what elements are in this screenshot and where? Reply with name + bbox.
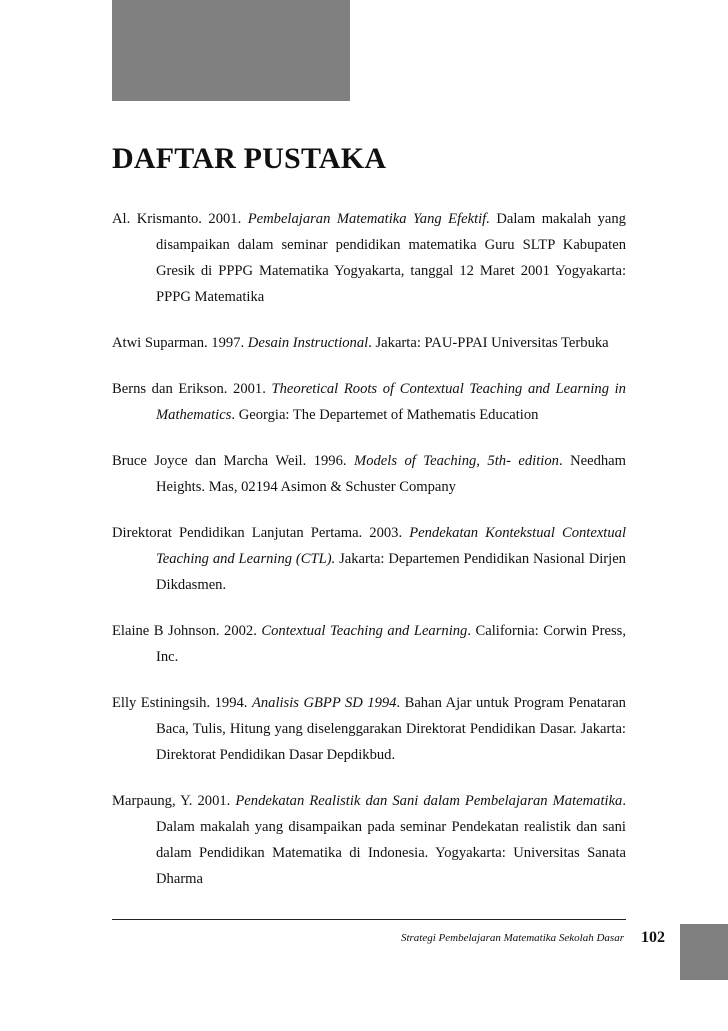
reference-work-title: Pendekatan Realistik dan Sani dalam Pembelajaran Matematika [235, 793, 623, 809]
reference-work-title: Contextual Teaching and Learning [261, 623, 468, 639]
reference-item [112, 448, 626, 500]
reference-item [112, 206, 626, 310]
reference-work-title: Analisis GBPP SD 1994 [251, 695, 397, 711]
reference-details: Dalam makalah yang disampaikan dalam seminar pendidikan matematika Guru SLTP Kabupaten Gresik di PPPG Matematika Yogyakarta, tanggal 12 Maret 2001 Yogyakarta: PPPG Matematika [156, 211, 626, 305]
reference-work-title: Theoretical Roots of Contextual Teaching and Learning in Mathematics [156, 381, 626, 423]
reference-author-year: Elaine B Johnson. 2002. [112, 623, 262, 639]
reference-author-year: Bruce Joyce dan Marcha Weil. 1996. [112, 453, 355, 469]
footer-running-title: Strategi Pembelajaran Matematika Sekolah Dasar [400, 932, 624, 944]
reference-work-title: Models of Teaching, 5th- edition [354, 453, 559, 469]
reference-item [112, 376, 626, 428]
reference-author-year: Al. Krismanto. 2001. [112, 211, 248, 227]
reference-list [112, 206, 626, 912]
reference-author-year: Elly Estiningsih. 1994. [112, 695, 252, 711]
reference-work-title: Desain Instructional [247, 335, 369, 351]
reference-work-title: Pendekatan Kontekstual Contextual Teaching and Learning (CTL). [156, 525, 627, 567]
reference-author-year: Direktorat Pendidikan Lanjutan Pertama. 2003. [112, 525, 410, 541]
reference-author-year: Berns dan Erikson. 2001. [112, 381, 272, 397]
reference-item [112, 520, 626, 598]
reference-details: . Jakarta: PAU-PPAI Universitas Terbuka [368, 335, 609, 351]
footer-gray-block [680, 924, 728, 980]
reference-details: . California: Corwin Press, Inc. [156, 623, 626, 665]
reference-details: Jakarta: Departemen Pendidikan Nasional Dirjen Dikdasmen. [156, 551, 626, 593]
footer-divider [112, 919, 626, 920]
reference-details: . Needham Heights. Mas, 02194 Asimon & Schuster Company [156, 453, 627, 495]
header-gray-block [112, 0, 350, 101]
reference-item [112, 690, 626, 768]
reference-details: . Georgia: The Departemet of Mathematis Education [231, 407, 539, 423]
reference-author-year: Atwi Suparman. 1997. [112, 335, 248, 351]
reference-item [112, 788, 626, 892]
reference-item [112, 618, 626, 670]
reference-details: . Bahan Ajar untuk Program Penataran Baca, Tulis, Hitung yang diselenggarakan Direktorat Pendidikan Dasar. Jakarta: Direktorat Pendidikan Dasar Depdikbud. [156, 695, 626, 763]
reference-author-year: Marpaung, Y. 2001. [112, 793, 236, 809]
page-number: 102 [641, 929, 665, 946]
page-title: DAFTAR PUSTAKA [112, 142, 387, 175]
reference-work-title: Pembelajaran Matematika Yang Efektif. [247, 211, 490, 227]
reference-details: . Dalam makalah yang disampaikan pada seminar Pendekatan realistik dan sani dalam Pendidikan Matematika di Indonesia. Yogyakarta: Universitas Sanata Dharma [156, 793, 627, 887]
reference-item [112, 330, 626, 356]
